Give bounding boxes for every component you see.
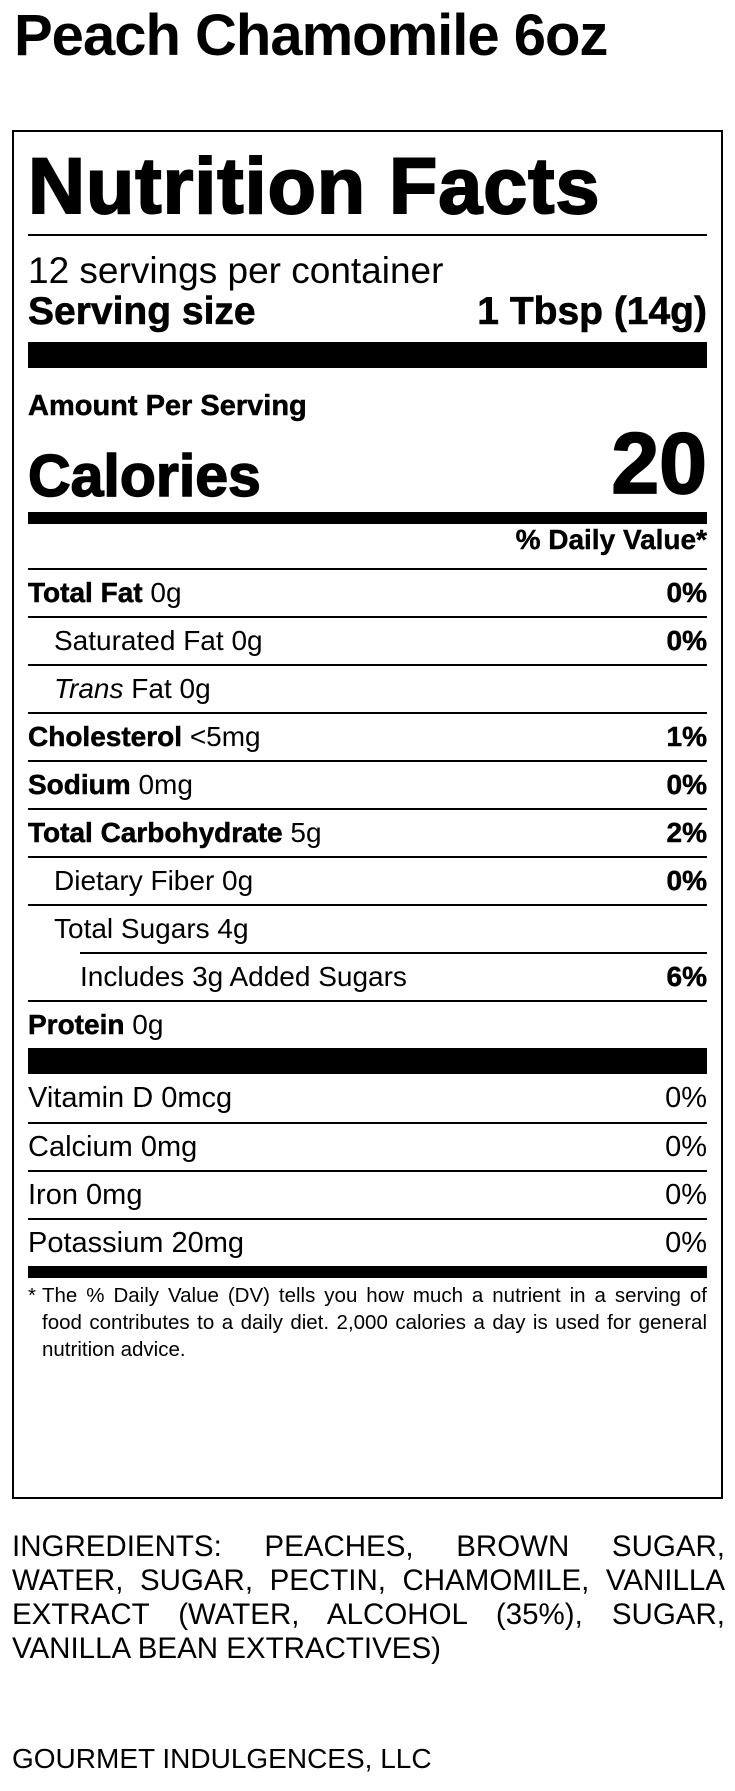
thick-divider-top: [28, 342, 707, 368]
product-title: Peach Chamomile 6oz: [14, 3, 608, 68]
nutrient-row-added-sugars: [80, 952, 707, 1000]
nutrient-amount: 0g: [132, 1009, 164, 1040]
daily-value-header: % Daily Value*: [515, 524, 707, 555]
nutrition-facts-heading: Nutrition Facts: [28, 141, 601, 230]
nutrient-name: Includes 3g Added Sugars: [80, 961, 407, 992]
vitamin-dv: 0%: [665, 1081, 707, 1114]
footnote-text: The % Daily Value (DV) tells you how much a nutrient in a serving of food contributes to a daily diet. 2,000 calories a day is used for general nutrition advice.: [42, 1284, 707, 1361]
nutrient-dv: 2%: [666, 817, 707, 848]
nutrient-name: Total Fat: [28, 577, 143, 608]
nutrient-name: Trans: [54, 673, 124, 704]
nutrient-row-total-fat: [28, 568, 707, 616]
vitamin-dv: 0%: [665, 1178, 707, 1211]
nutrient-dv: 0%: [666, 865, 707, 896]
vitamin-name: Iron: [28, 1178, 78, 1211]
nutrient-dv: 0%: [666, 769, 707, 800]
nutrient-row-total-sugars: [28, 904, 707, 952]
serving-size-label: Serving size: [28, 290, 256, 333]
daily-value-footnote: [28, 1282, 707, 1363]
vitamin-row-vitamin-d: [28, 1074, 707, 1122]
vitamin-name: Potassium: [28, 1226, 164, 1259]
medium-divider: [28, 512, 707, 524]
nutrient-row-cholesterol: [28, 712, 707, 760]
nutrient-row-trans-fat: [28, 664, 707, 712]
nutrient-row-sodium: [28, 760, 707, 808]
nutrient-dv: 6%: [666, 961, 707, 992]
nutrient-amount: 0mg: [138, 769, 193, 800]
servings-per-container: 12 servings per container: [28, 250, 444, 291]
vitamin-row-iron: [28, 1170, 707, 1218]
vitamin-amount: 20mg: [171, 1226, 244, 1259]
medium-divider-bottom: [28, 1266, 707, 1278]
nutrient-amount: <5mg: [189, 721, 261, 752]
calories-row: [28, 416, 707, 512]
vitamin-dv: 0%: [665, 1130, 707, 1163]
calories-label: Calories: [28, 442, 261, 509]
vitamin-dv: 0%: [665, 1226, 707, 1259]
vitamin-row-potassium: [28, 1218, 707, 1266]
calories-value: 20: [611, 416, 707, 512]
nutrient-name-suffix: Fat: [131, 673, 172, 704]
nutrient-amount: 5g: [290, 817, 322, 848]
nutrient-name: Protein: [28, 1009, 125, 1040]
nutrient-amount: 0g: [150, 577, 182, 608]
nutrient-row-total-carbohydrate: [28, 808, 707, 856]
vitamin-amount: 0mcg: [161, 1081, 233, 1114]
vitamin-name: Calcium: [28, 1130, 133, 1163]
vitamin-amount: 0mg: [86, 1178, 143, 1211]
nutrient-dv: 1%: [666, 721, 707, 752]
nutrient-amount: 0g: [179, 673, 211, 704]
nutrient-name: Saturated Fat: [54, 625, 224, 656]
nutrient-row-protein: [28, 1000, 707, 1048]
company-name: GOURMET INDULGENCES, LLC: [12, 1743, 432, 1774]
nutrient-name: Sodium: [28, 769, 131, 800]
nutrient-name: Dietary Fiber: [54, 865, 215, 896]
heading-divider: [28, 234, 707, 236]
nutrient-amount: 4g: [217, 913, 249, 944]
footnote-asterisk: *: [28, 1284, 36, 1307]
vitamin-name: Vitamin D: [28, 1081, 154, 1114]
serving-size-value: 1 Tbsp (14g): [477, 290, 707, 333]
vitamin-row-calcium: [28, 1122, 707, 1170]
nutrient-name: Total Carbohydrate: [28, 817, 283, 848]
nutrient-name: Cholesterol: [28, 721, 183, 752]
ingredients-list: INGREDIENTS: PEACHES, BROWN SUGAR, WATER, SUGAR, PECTIN, CHAMOMILE, VANILLA EXTRACT (WATER, ALCOHOL (35%), SUGAR, VANILLA BEAN EXTRACTIVES): [12, 1530, 725, 1665]
thick-divider-vitamins: [28, 1048, 707, 1074]
nutrient-dv: 0%: [666, 625, 707, 656]
nutrient-row-dietary-fiber: [28, 856, 707, 904]
nutrient-dv: 0%: [666, 577, 707, 608]
nutrient-amount: 0g: [222, 865, 254, 896]
nutrition-facts-panel: [12, 130, 723, 1499]
nutrient-name: Total Sugars: [54, 913, 210, 944]
nutrient-amount: 0g: [231, 625, 263, 656]
amount-per-serving: Amount Per Serving: [28, 390, 307, 422]
nutrient-row-saturated-fat: [28, 616, 707, 664]
serving-size-row: [28, 292, 707, 331]
vitamin-amount: 0mg: [140, 1130, 198, 1163]
